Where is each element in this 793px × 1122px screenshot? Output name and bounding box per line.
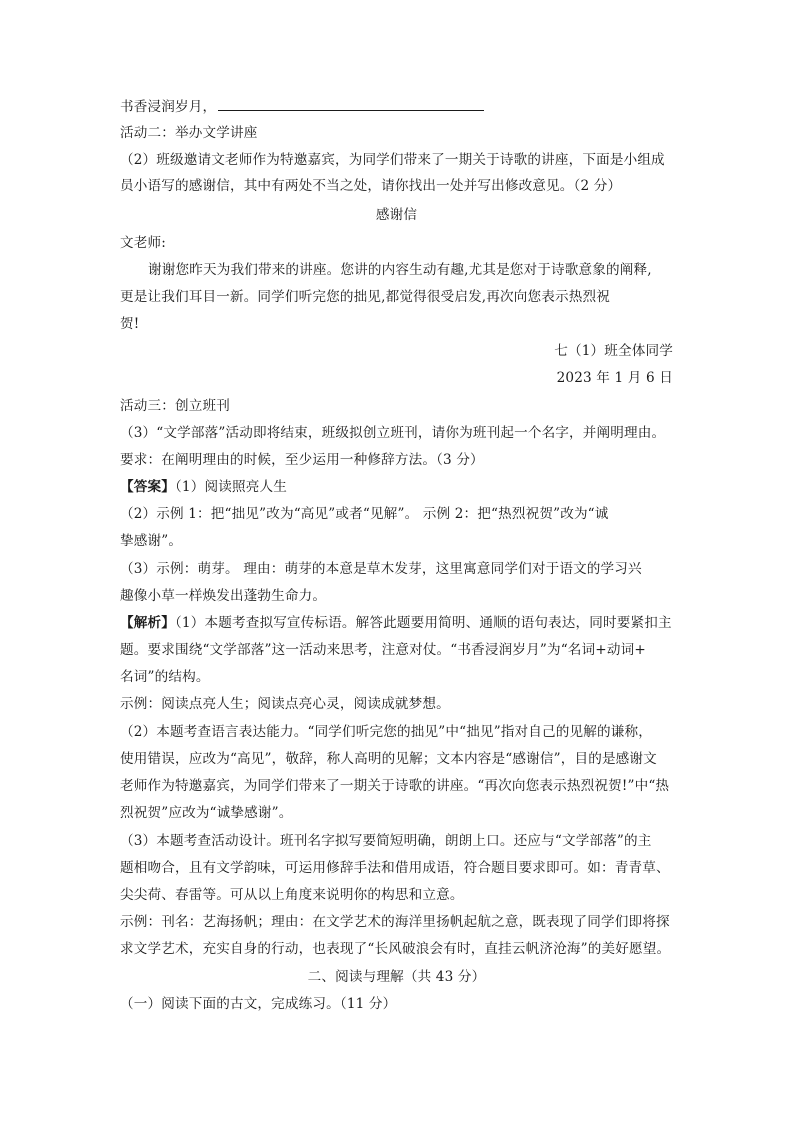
letter-title: 感谢信 xyxy=(375,207,418,223)
analysis-text: 烈祝贺”应改为“诚挚感谢”。 xyxy=(120,805,293,821)
letter-body: 谢谢您昨天为我们带来的讲座。您讲的内容生动有趣,尤其是您对于诗歌意象的阐释, xyxy=(148,262,652,278)
answer-text: （3）示例：萌芽。 理由：萌芽的本意是草木发芽，这里寓意同学们对于语文的学习兴 xyxy=(120,561,642,577)
answer-text: （1）阅读照亮人生 xyxy=(174,479,287,495)
section-heading: 活动二：举办文学讲座 xyxy=(120,125,258,141)
analysis-text: 老师作为特邀嘉宾，为同学们带来了一期关于诗歌的讲座。“再次向您表示热烈祝贺!”中“热 xyxy=(120,778,670,794)
answer-line xyxy=(120,477,680,497)
analysis-text: 题。要求围绕“文学部落”这一活动来思考，注意对仗。“书香浸润岁月”为“名词+动词+ xyxy=(120,642,646,658)
question-text: 要求：在阐明理由的时候，至少运用一种修辞方法。（3 分） xyxy=(120,452,484,468)
section-heading: 活动三：创立班刊 xyxy=(120,398,230,414)
question-text: （3）“文学部落”活动即将结束，班级拟创立班刊，请你为班刊起一个名字，并阐明理由。 xyxy=(120,425,666,441)
answer-text: （2）示例 1：把“拙见”改为“高见”或者“见解”。 示例 2：把“热烈祝贺”改为“诚 xyxy=(120,506,609,522)
part-heading: 二、阅读与理解（共 43 分） xyxy=(307,969,486,985)
text-line xyxy=(120,96,680,117)
analysis-line xyxy=(120,613,680,633)
slogan-prompt: 书香浸润岁月， xyxy=(120,99,217,115)
question-text: 员小语写的感谢信，其中有两处不当之处，请你找出一处并写出修改意见。（2 分） xyxy=(120,178,622,194)
letter-body: 贺! xyxy=(120,316,140,332)
answer-text: 趣像小草一样焕发出蓬勃生命力。 xyxy=(120,588,327,604)
analysis-label: 【解析】 xyxy=(120,615,175,631)
letter-date: 2023 年 1 月 6 日 xyxy=(556,370,673,386)
analysis-text: 题相吻合，且有文学韵味，可运用修辞手法和借用成语，符合题目要求即可。如：青青草、 xyxy=(120,860,670,876)
letter-signature: 七（1）班全体同学 xyxy=(554,343,673,359)
analysis-text: （2）本题考查语言表达能力。“同学们听完您的拙见”中“拙见”指对自己的见解的谦称， xyxy=(120,724,652,740)
letter-salutation: 文老师: xyxy=(120,235,166,251)
analysis-text: （1）本题考查拟写宣传标语。解答此题要用简明、通顺的语句表达，同时要紧扣主 xyxy=(174,615,672,631)
letter-body: 更是让我们耳目一新。同学们听完您的拙见,都觉得很受启发,再次向您表示热烈祝 xyxy=(120,289,610,305)
analysis-text: （3）本题考查活动设计。班刊名字拟写要简短明确，朗朗上口。还应与“文学部落”的主 xyxy=(120,833,652,849)
analysis-text: 示例：阅读点亮人生；阅读点亮心灵，阅读成就梦想。 xyxy=(120,696,450,712)
analysis-text: 尖尖荷、春雷等。可从以上角度来说明你的构思和立意。 xyxy=(120,887,464,903)
answer-label: 【答案】 xyxy=(120,479,175,495)
question-text: （2）班级邀请文老师作为特邀嘉宾，为同学们带来了一期关于诗歌的讲座，下面是小组成 xyxy=(120,152,665,168)
subsection-heading: （一）阅读下面的古文，完成练习。（11 分） xyxy=(120,996,397,1012)
analysis-text: 示例：刊名：艺海扬帆；理由：在文学艺术的海洋里扬帆起航之意，既表现了同学们即将探 xyxy=(120,914,670,930)
answer-text: 挚感谢”。 xyxy=(120,533,183,549)
analysis-text: 求文学艺术，充实自身的行动，也表现了“长风破浪会有时，直挂云帆济沧海”的美好愿望。 xyxy=(120,941,671,957)
analysis-text: 名词”的结构。 xyxy=(120,669,210,685)
analysis-text: 使用错误，应改为“高见”，敬辞，称人高明的见解；文本内容是“感谢信”，目的是感谢文 xyxy=(120,751,657,767)
answer-blank xyxy=(218,96,484,111)
